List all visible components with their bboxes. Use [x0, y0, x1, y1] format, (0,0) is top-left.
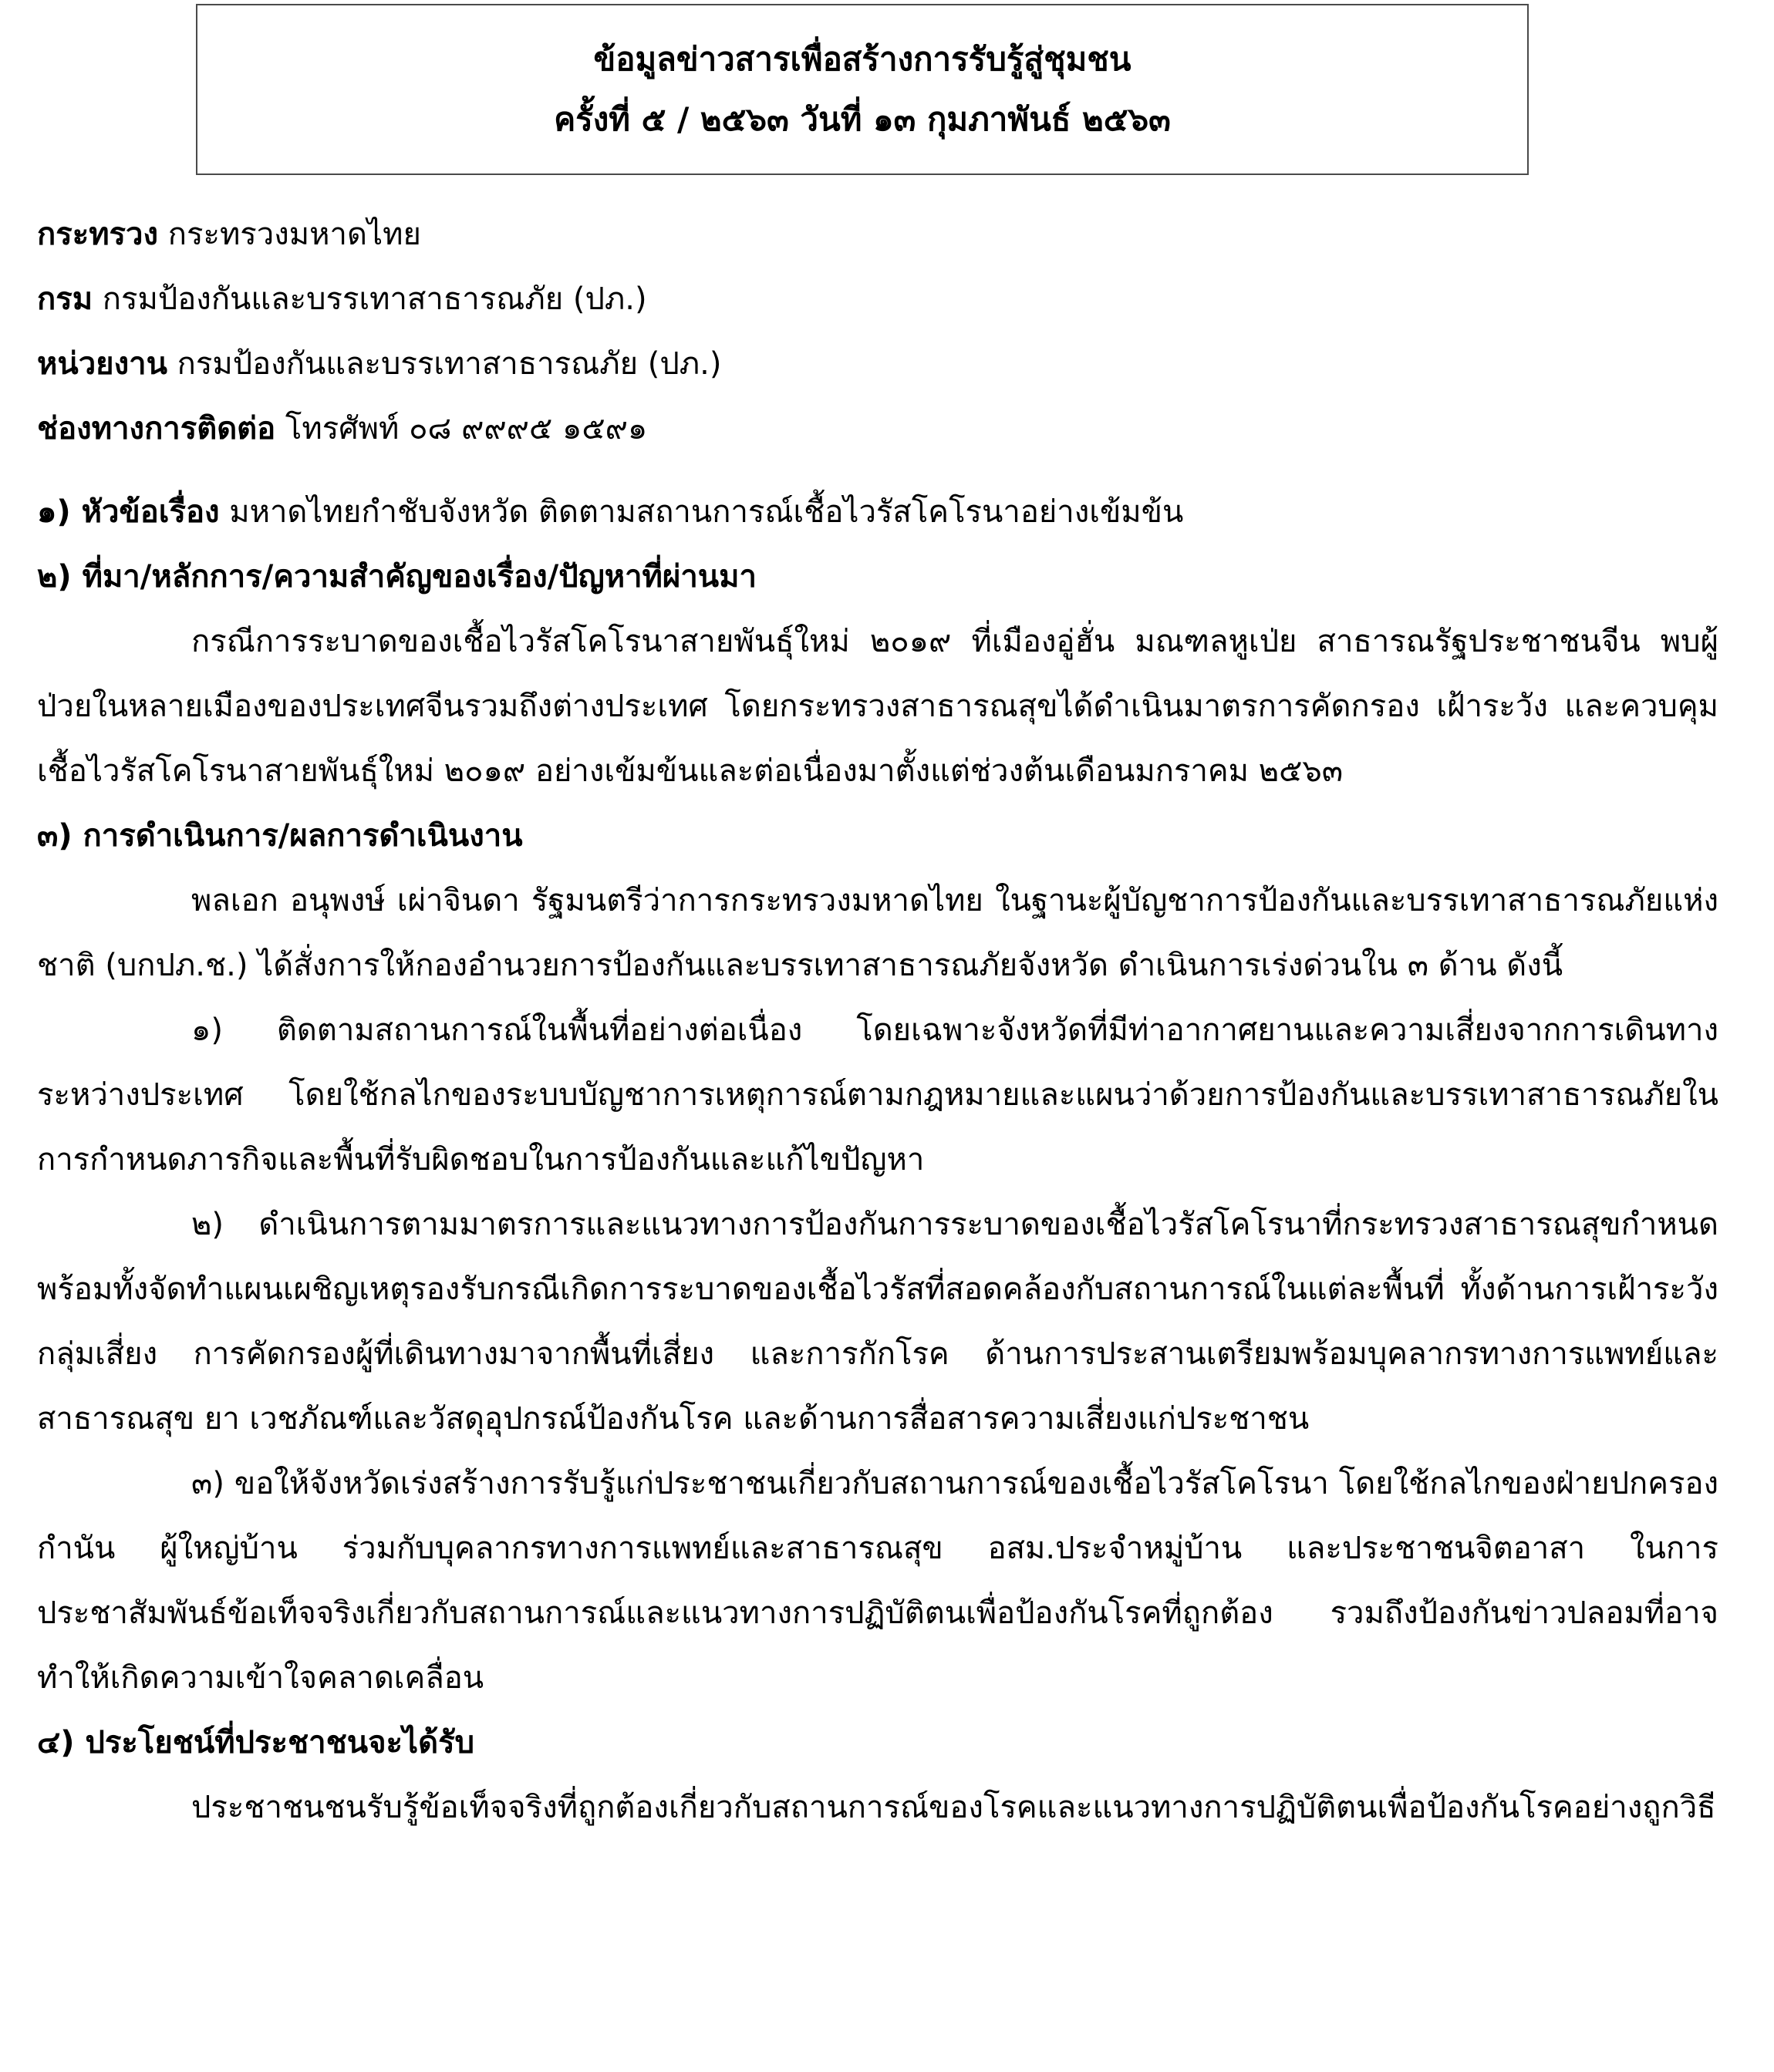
section-2-paragraph: กรณีการระบาดของเชื้อไวรัสโคโรนาสายพันธุ์ใหม่ ๒๐๑๙ ที่เมืองอู่ฮั่น มณฑลหูเป่ย สาธารณรัฐประชาชนจีน พบผู้ป่วยในหลายเมืองของประเทศจีนรวมถึงต่างประเทศ โดยกระทรวงสาธารณสุขได้ดำเนินมาตรการคัดกรอง เฝ้าระวัง และควบคุมเชื้อไวรัสโคโรนาสายพันธุ์ใหม่ ๒๐๑๙ อย่างเข้มข้นและต่อเนื่องมาตั้งแต่ช่วงต้นเดือนมกราคม ๒๕๖๓	[37, 624, 1718, 789]
section-3-paragraph: พลเอก อนุพงษ์ เผ่าจินดา รัฐมนตรีว่าการกระทรวงมหาดไทย ในฐานะผู้บัญชาการป้องกันและบรรเทาสาธารณภัยแห่งชาติ (บกปภ.ช.) ได้สั่งการให้กองอำนวยการป้องกันและบรรเทาสาธารณภัยจังหวัด ดำเนินการเร่งด่วนใน ๓ ด้าน ดังนี้	[37, 883, 1718, 983]
document-body	[37, 202, 1718, 1840]
contact-value: โทรศัพท์ ๐๘ ๙๙๙๕ ๑๕๙๑	[285, 411, 648, 446]
section-3-item-2: ๒) ดำเนินการตามมาตรการและแนวทางการป้องกันการระบาดของเชื้อไวรัสโคโรนาที่กระทรวงสาธารณสุขกำหนด พร้อมทั้งจัดทำแผนเผชิญเหตุรองรับกรณีเกิดการระบาดของเชื้อไวรัสที่สอดคล้องกับสถานการณ์ในแต่ละพื้นที่ ทั้งด้านการเฝ้าระวังกลุ่มเสี่ยง การคัดกรองผู้ที่เดินทางมาจากพื้นที่เสี่ยง และการกักโรค ด้านการประสานเตรียมพร้อมบุคลากรทางการแพทย์และสาธารณสุข ยา เวชภัณฑ์และวัสดุอุปกรณ์ป้องกันโรค และด้านการสื่อสารความเสี่ยงแก่ประชาชน	[37, 1207, 1718, 1437]
agency-row	[37, 332, 1718, 396]
agency-label: หน่วยงาน	[37, 346, 167, 382]
section-1-text: มหาดไทยกำชับจังหวัด ติดตามสถานการณ์เชื้อไวรัสโคโรนาอย่างเข้มข้น	[229, 494, 1184, 530]
ministry-row	[37, 202, 1718, 267]
ministry-label: กระทรวง	[37, 217, 159, 252]
section-1-heading: ๑) หัวข้อเรื่อง	[37, 494, 220, 530]
contact-label: ช่องทางการติดต่อ	[37, 411, 276, 446]
issue-date-line: ครั้งที่ ๕ / ๒๕๖๓ วันที่ ๑๓ กุมภาพันธ์ ๒๕๖๓	[554, 100, 1171, 138]
section-3-heading: ๓) การดำเนินการ/ผลการดำเนินงาน	[37, 818, 523, 854]
department-value: กรมป้องกันและบรรเทาสาธารณภัย (ปภ.)	[102, 281, 647, 317]
section-3-item-1: ๑) ติดตามสถานการณ์ในพื้นที่อย่างต่อเนื่อง โดยเฉพาะจังหวัดที่มีท่าอากาศยานและความเสี่ยงจากการเดินทางระหว่างประเทศ โดยใช้กลไกของระบบบัญชาการเหตุการณ์ตามกฎหมายและแผนว่าด้วยการป้องกันและบรรเทาสาธารณภัยในการกำหนดภารกิจและพื้นที่รับผิดชอบในการป้องกันและแก้ไขปัญหา	[37, 1012, 1718, 1178]
contact-row	[37, 396, 1718, 461]
agency-value: กรมป้องกันและบรรเทาสาธารณภัย (ปภ.)	[177, 346, 722, 382]
ministry-value: กระทรวงมหาดไทย	[167, 217, 421, 252]
section-4-heading: ๔) ประโยชน์ที่ประชาชนจะได้รับ	[37, 1725, 474, 1760]
department-label: กรม	[37, 281, 93, 317]
department-row	[37, 267, 1718, 332]
section-4-paragraph: ประชาชนชนรับรู้ข้อเท็จจริงที่ถูกต้องเกี่ยวกับสถานการณ์ของโรคและแนวทางการปฏิบัติตนเพื่อป้องกันโรคอย่างถูกวิธี	[191, 1790, 1716, 1825]
document-title: ข้อมูลข่าวสารเพื่อสร้างการรับรู้สู่ชุมชน	[593, 40, 1132, 78]
section-1-row	[37, 480, 1718, 544]
section-spacer	[37, 461, 1718, 480]
header-box	[196, 4, 1529, 175]
section-2-heading: ๒) ที่มา/หลักการ/ความสำคัญของเรื่อง/ปัญหาที่ผ่านมา	[37, 559, 757, 595]
section-3-item-3: ๓) ขอให้จังหวัดเร่งสร้างการรับรู้แก่ประชาชนเกี่ยวกับสถานการณ์ของเชื้อไวรัสโคโรนา โดยใช้กลไกของฝ่ายปกครอง กำนัน ผู้ใหญ่บ้าน ร่วมกับบุคลากรทางการแพทย์และสาธารณสุข อสม.ประจำหมู่บ้าน และประชาชนจิตอาสา ในการประชาสัมพันธ์ข้อเท็จจริงเกี่ยวกับสถานการณ์และแนวทางการปฏิบัติตนเพื่อป้องกันโรคที่ถูกต้อง รวมถึงป้องกันข่าวปลอมที่อาจทำให้เกิดความเข้าใจคลาดเคลื่อน	[37, 1466, 1718, 1696]
